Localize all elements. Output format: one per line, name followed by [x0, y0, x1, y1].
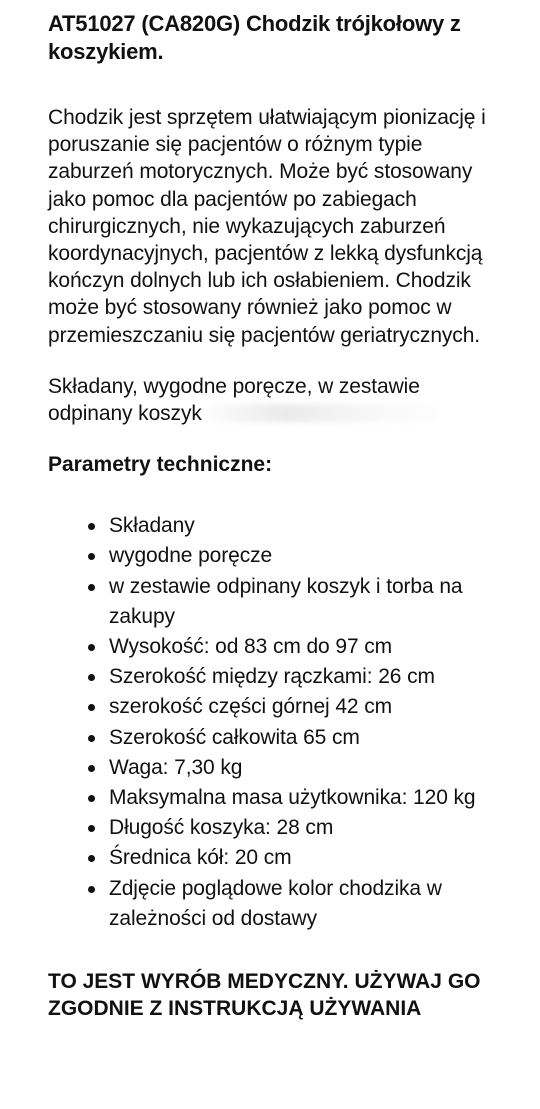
features-line [48, 373, 508, 427]
product-title: AT51027 (CA820G) Chodzik trójkołowy z koszykiem. [48, 11, 461, 64]
spec-item: Szerokość całkowita 65 cm [88, 723, 508, 753]
bullet-icon [88, 735, 95, 742]
bullet-icon [88, 553, 95, 560]
bullet-icon [88, 886, 95, 893]
bullet-icon [88, 644, 95, 651]
spec-item: Zdjęcie poglądowe kolor chodzika w zależności od dostawy [88, 874, 508, 934]
medical-device-warning: TO JEST WYRÓB MEDYCZNY. UŻYWAJ GO ZGODNIE Z INSTRUKCJĄ UŻYWANIA [48, 970, 481, 1021]
spec-item: Składany [88, 511, 508, 541]
spec-item: szerokość części górnej 42 cm [88, 692, 508, 722]
spec-item: wygodne poręcze [88, 541, 508, 571]
section-heading: Parametry techniczne: [48, 453, 273, 477]
spec-item: Długość koszyka: 28 cm [88, 813, 508, 843]
bullet-icon [88, 855, 95, 862]
bullet-icon [88, 825, 95, 832]
redacted-blur [208, 404, 438, 422]
bullet-icon [88, 765, 95, 772]
specs-list [48, 511, 508, 934]
spec-item: Średnica kół: 20 cm [88, 843, 508, 873]
spec-item: Waga: 7,30 kg [88, 753, 508, 783]
spec-item: Szerokość między rączkami: 26 cm [88, 662, 508, 692]
bullet-icon [88, 674, 95, 681]
spec-item: Wysokość: od 83 cm do 97 cm [88, 632, 508, 662]
spec-item: Maksymalna masa użytkownika: 120 kg [88, 783, 508, 813]
bullet-icon [88, 795, 95, 802]
bullet-icon [88, 584, 95, 591]
bullet-icon [88, 704, 95, 711]
product-description: Chodzik jest sprzętem ułatwiającym pionizację i poruszanie się pacjentów o różnym typie zaburzeń motorycznych. Może być stosowany jako pomoc dla pacjentów po zabiegach chirurgicznych, nie wykazujących zaburzeń koordynacyjnych, pacjentów z lekką dysfunkcją kończyn dolnych lub ich osłabieniem. Chodzik może być stosowany również jako pomoc w przemieszczaniu się pacjentów geriatrycznych. [48, 106, 486, 347]
spec-item: w zestawie odpinany koszyk i torba na zakupy [88, 572, 508, 632]
features-text: Składany, wygodne poręcze, w zestawie odpinany koszyk [48, 374, 420, 426]
bullet-icon [88, 523, 95, 530]
